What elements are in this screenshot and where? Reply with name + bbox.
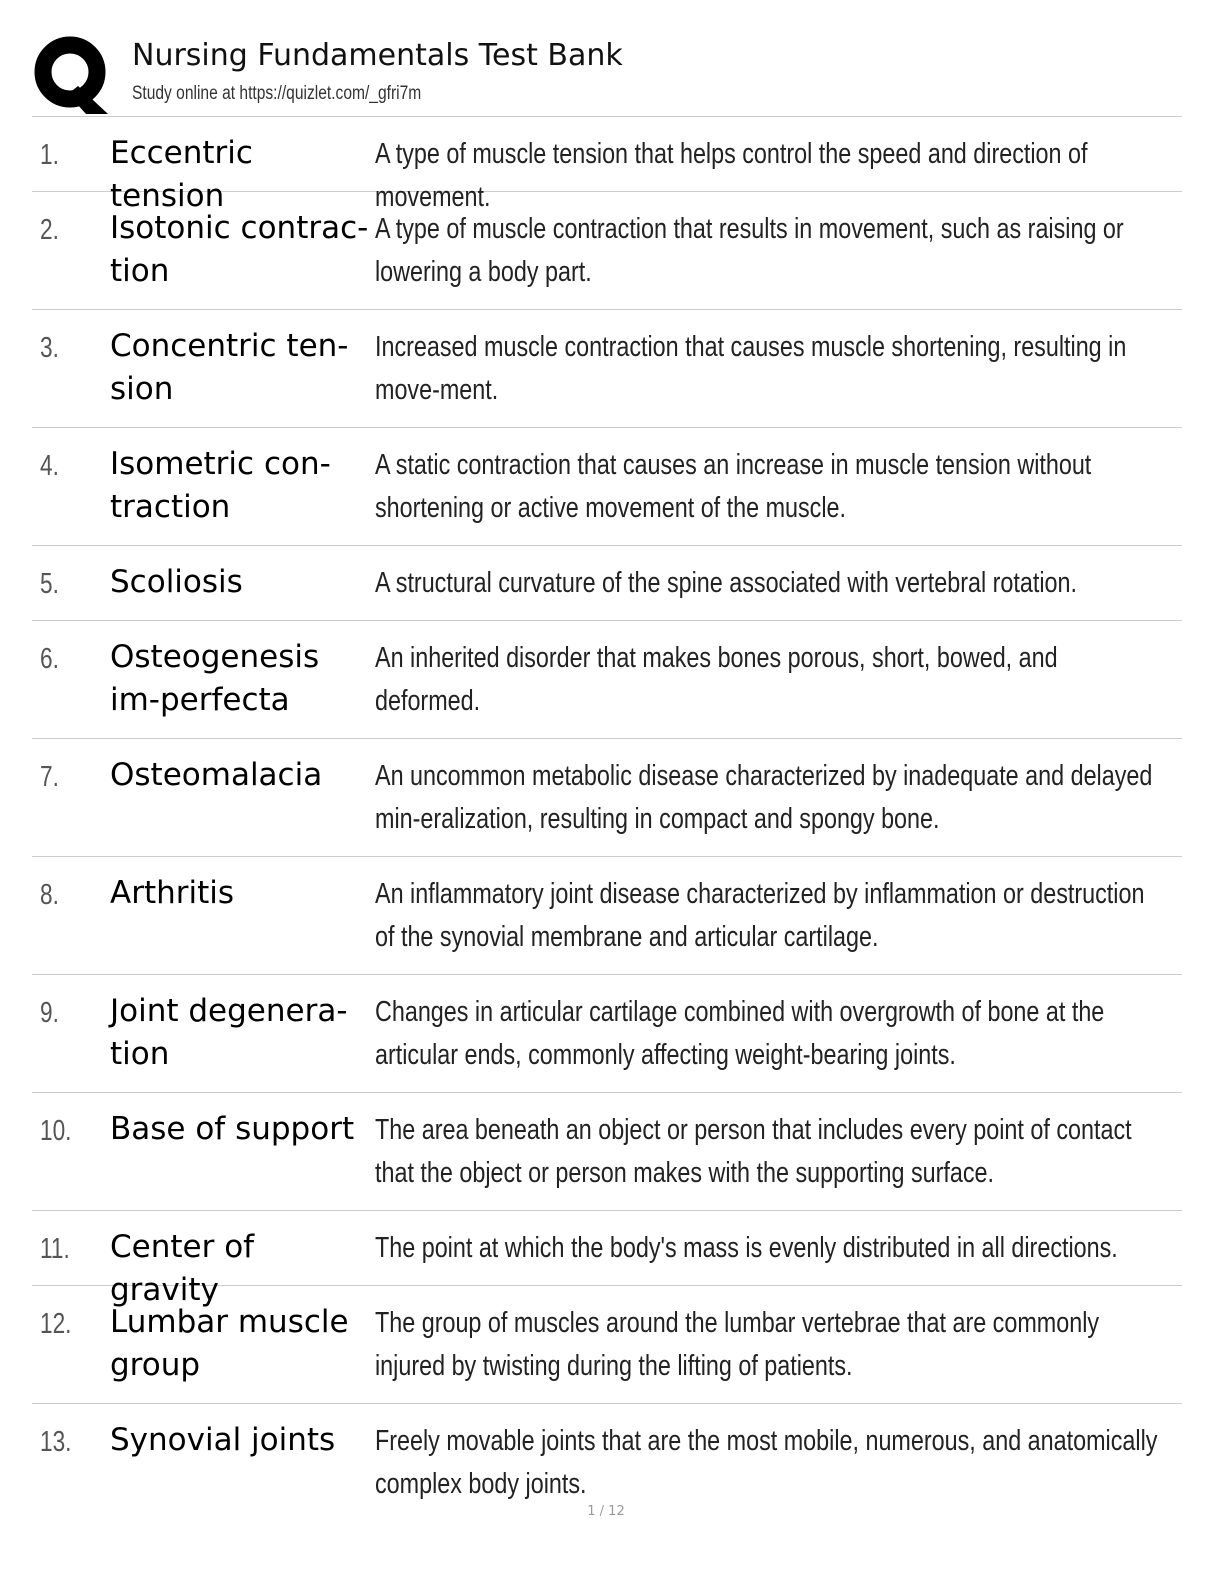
term: Synovial joints bbox=[110, 1422, 336, 1458]
definition: A structural curvature of the spine associated with vertebral rotation. bbox=[375, 567, 1078, 599]
definition: Changes in articular cartilage combined with overgrowth of bone at the articular ends, commonly affecting weight-bearing joints. bbox=[375, 996, 1105, 1071]
term: Concentric ten-sion bbox=[110, 328, 349, 407]
definition: The area beneath an object or person that includes every point of contact that the object or person makes with the supporting surface. bbox=[375, 1114, 1132, 1189]
definition: The point at which the body's mass is evenly distributed in all directions. bbox=[375, 1232, 1118, 1264]
term: Isometric con-traction bbox=[110, 446, 331, 525]
row-number: 7. bbox=[40, 761, 59, 793]
table-row bbox=[32, 1286, 1182, 1404]
term: Base of support bbox=[110, 1111, 355, 1147]
page-header bbox=[32, 30, 1192, 118]
table-row bbox=[32, 546, 1182, 621]
definition: Increased muscle contraction that causes muscle shortening, resulting in move-ment. bbox=[375, 331, 1127, 406]
row-number: 13. bbox=[40, 1426, 72, 1458]
definition: An uncommon metabolic disease characterized by inadequate and delayed min-eralization, resulting in compact and spongy bone. bbox=[375, 760, 1153, 835]
table-row bbox=[32, 621, 1182, 739]
term: Osteogenesis im-perfecta bbox=[110, 639, 320, 718]
term: Joint degenera-tion bbox=[110, 993, 348, 1072]
definition: The group of muscles around the lumbar vertebrae that are commonly injured by twisting during the lifting of patients. bbox=[375, 1307, 1100, 1382]
row-number: 2. bbox=[40, 214, 59, 246]
definition: A static contraction that causes an increase in muscle tension without shortening or active movement of the muscle. bbox=[375, 449, 1092, 524]
table-row bbox=[32, 1211, 1182, 1308]
definition: Freely movable joints that are the most mobile, numerous, and anatomically complex body joints. bbox=[375, 1425, 1158, 1500]
table-row bbox=[32, 117, 1182, 214]
row-number: 5. bbox=[40, 568, 59, 600]
row-number: 1. bbox=[40, 139, 59, 171]
flashcard-table bbox=[32, 116, 1182, 1522]
row-number: 4. bbox=[40, 450, 59, 482]
quizlet-logo-icon bbox=[32, 34, 112, 114]
table-row bbox=[32, 857, 1182, 975]
definition: An inflammatory joint disease characterized by inflammation or destruction of the synovial membrane and articular cartilage. bbox=[375, 878, 1145, 953]
term: Osteomalacia bbox=[110, 757, 323, 793]
table-row bbox=[32, 1093, 1182, 1211]
term: Eccentric tension bbox=[110, 135, 253, 214]
row-number: 9. bbox=[40, 997, 59, 1029]
table-row bbox=[32, 192, 1182, 310]
term: Isotonic contrac-tion bbox=[110, 210, 369, 289]
row-number: 10. bbox=[40, 1115, 72, 1147]
term: Arthritis bbox=[110, 875, 235, 911]
definition: A type of muscle tension that helps control the speed and direction of movement. bbox=[375, 138, 1088, 213]
table-row bbox=[32, 975, 1182, 1093]
term: Center of gravity bbox=[110, 1229, 255, 1308]
table-row bbox=[32, 739, 1182, 857]
table-row bbox=[32, 428, 1182, 546]
row-number: 3. bbox=[40, 332, 59, 364]
row-number: 11. bbox=[40, 1233, 70, 1265]
term: Lumbar muscle group bbox=[110, 1304, 349, 1383]
term: Scoliosis bbox=[110, 564, 243, 600]
table-row bbox=[32, 310, 1182, 428]
document-title: Nursing Fundamentals Test Bank bbox=[132, 38, 623, 73]
page-number: 1 / 12 bbox=[587, 1504, 625, 1519]
row-number: 8. bbox=[40, 879, 59, 911]
study-online-link[interactable]: Study online at https://quizlet.com/_gfri7m bbox=[132, 83, 422, 104]
definition: An inherited disorder that makes bones porous, short, bowed, and deformed. bbox=[375, 642, 1058, 717]
row-number: 6. bbox=[40, 643, 59, 675]
definition: A type of muscle contraction that results in movement, such as raising or lowering a body part. bbox=[375, 213, 1124, 288]
row-number: 12. bbox=[40, 1308, 72, 1340]
